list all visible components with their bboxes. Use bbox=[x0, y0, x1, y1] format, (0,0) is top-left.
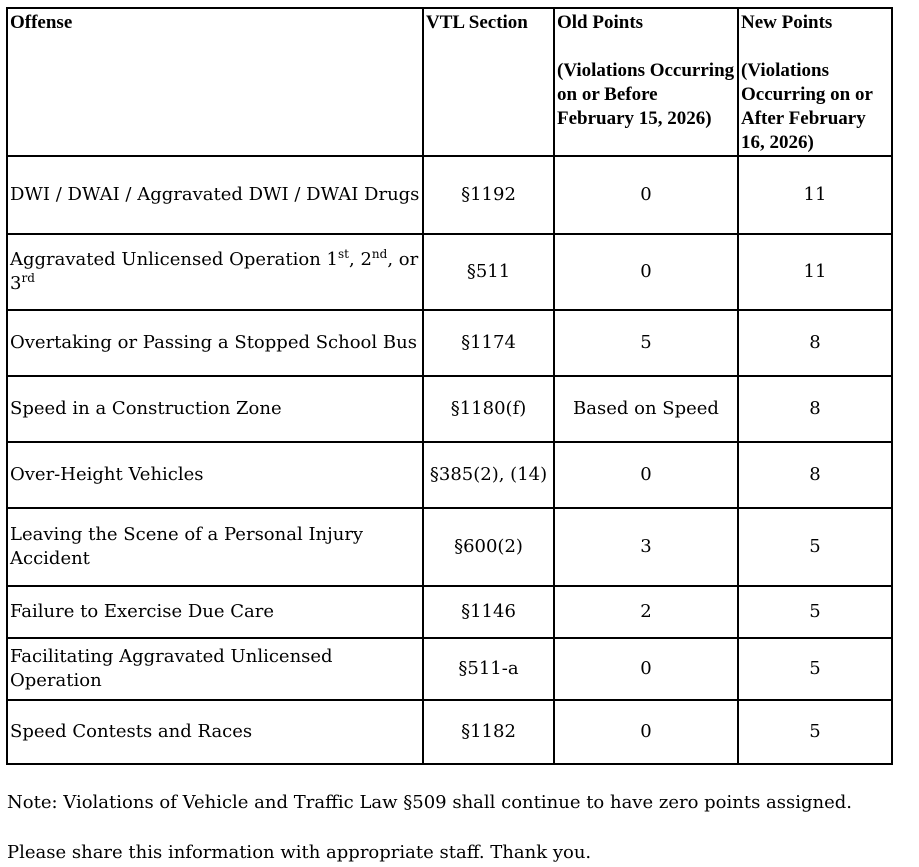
new-points-cell: 5 bbox=[738, 700, 892, 764]
vtl-cell: §511 bbox=[423, 234, 554, 310]
vtl-cell: §385(2), (14) bbox=[423, 442, 554, 508]
header-new-subtitle: (Violations Occurring on or After February 16, 2026) bbox=[741, 60, 873, 153]
header-offense-label: Offense bbox=[10, 12, 73, 33]
new-points-cell: 11 bbox=[738, 156, 892, 234]
old-points-cell: 0 bbox=[554, 234, 738, 310]
table-row bbox=[7, 376, 892, 442]
new-points-cell: 11 bbox=[738, 234, 892, 310]
new-points-cell: 5 bbox=[738, 508, 892, 586]
table-row bbox=[7, 586, 892, 638]
offense-cell: Over-Height Vehicles bbox=[7, 442, 423, 508]
new-points-cell: 5 bbox=[738, 586, 892, 638]
header-vtl-label: VTL Section bbox=[426, 12, 528, 33]
offense-cell: Failure to Exercise Due Care bbox=[7, 586, 423, 638]
vtl-cell: §1192 bbox=[423, 156, 554, 234]
table-row bbox=[7, 156, 892, 234]
table-row bbox=[7, 508, 892, 586]
offense-cell: DWI / DWAI / Aggravated DWI / DWAI Drugs bbox=[7, 156, 423, 234]
vtl-cell: §600(2) bbox=[423, 508, 554, 586]
vtl-cell: §1182 bbox=[423, 700, 554, 764]
offense-cell: Speed Contests and Races bbox=[7, 700, 423, 764]
ordinal-suffix: st bbox=[338, 247, 349, 261]
offense-cell: Facilitating Aggravated Unlicensed Operation bbox=[7, 638, 423, 700]
old-points-cell: 0 bbox=[554, 442, 738, 508]
offense-cell: Speed in a Construction Zone bbox=[7, 376, 423, 442]
table-row bbox=[7, 310, 892, 376]
header-new-points bbox=[738, 8, 892, 156]
table-row bbox=[7, 442, 892, 508]
old-points-cell: 0 bbox=[554, 638, 738, 700]
header-new-title: New Points bbox=[741, 12, 833, 33]
vtl-cell: §1180(f) bbox=[423, 376, 554, 442]
vtl-cell: §511-a bbox=[423, 638, 554, 700]
offense-cell: Overtaking or Passing a Stopped School Bus bbox=[7, 310, 423, 376]
table-row bbox=[7, 638, 892, 700]
old-points-cell: 2 bbox=[554, 586, 738, 638]
note-text: Note: Violations of Vehicle and Traffic Law §509 shall continue to have zero points assigned. bbox=[7, 792, 853, 813]
header-offense bbox=[7, 8, 423, 156]
table-row bbox=[7, 234, 892, 310]
header-old-points bbox=[554, 8, 738, 156]
old-points-cell: Based on Speed bbox=[554, 376, 738, 442]
points-table bbox=[6, 7, 893, 765]
offense-text: , 2 bbox=[349, 249, 372, 270]
vtl-cell: §1146 bbox=[423, 586, 554, 638]
header-old-title: Old Points bbox=[557, 12, 644, 33]
closing-text: Please share this information with appropriate staff. Thank you. bbox=[7, 842, 592, 863]
old-points-cell: 0 bbox=[554, 700, 738, 764]
table-header-row bbox=[7, 8, 892, 156]
offense-text: Aggravated Unlicensed Operation 1 bbox=[10, 249, 339, 270]
vtl-cell: §1174 bbox=[423, 310, 554, 376]
ordinal-suffix: rd bbox=[21, 271, 35, 285]
new-points-cell: 8 bbox=[738, 442, 892, 508]
header-old-subtitle: (Violations Occurring on or Before February 15, 2026) bbox=[557, 60, 735, 129]
offense-text: , or 3 bbox=[10, 249, 419, 294]
new-points-cell: 8 bbox=[738, 376, 892, 442]
old-points-cell: 0 bbox=[554, 156, 738, 234]
new-points-cell: 5 bbox=[738, 638, 892, 700]
old-points-cell: 5 bbox=[554, 310, 738, 376]
offense-cell: Leaving the Scene of a Personal Injury Accident bbox=[7, 508, 423, 586]
old-points-cell: 3 bbox=[554, 508, 738, 586]
ordinal-suffix: nd bbox=[371, 247, 388, 261]
table-row bbox=[7, 700, 892, 764]
new-points-cell: 8 bbox=[738, 310, 892, 376]
header-vtl-section bbox=[423, 8, 554, 156]
offense-cell bbox=[7, 234, 423, 310]
